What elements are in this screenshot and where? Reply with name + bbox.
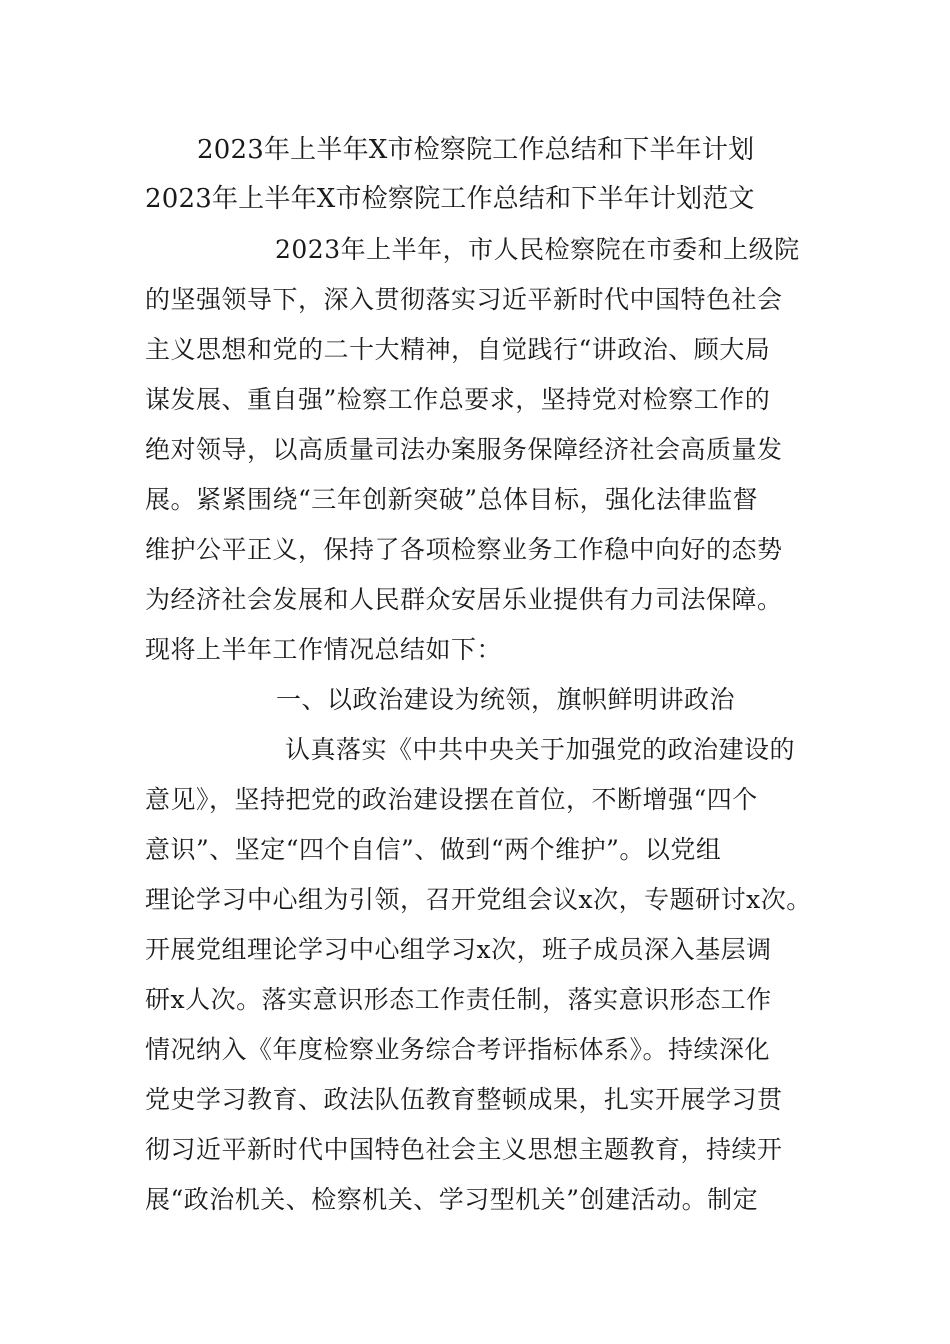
section-line: 开展党组理论学习中心组学习x次，班子成员深入基层调 — [145, 935, 772, 964]
document-subtitle: 2023年上半年X市检察院工作总结和下半年计划范文 — [145, 184, 755, 214]
section-line: 展“政治机关、检察机关、学习型机关”创建活动。制定 — [145, 1185, 759, 1214]
section-line: 意识”、坚定“四个自信”、做到“两个维护”。以党组 — [145, 835, 722, 864]
section-line: 理论学习中心组为引领，召开党组会议x次，专题研讨x次。 — [145, 885, 812, 914]
intro-line: 2023年上半年，市人民检察院在市委和上级院 — [275, 235, 800, 264]
intro-line: 主义思想和党的二十大精神，自觉践行“讲政治、顾大局 — [145, 335, 771, 364]
document-title: 2023年上半年X市检察院工作总结和下半年计划 — [197, 135, 755, 165]
intro-line: 维护公平正义，保持了各项检察业务工作稳中向好的态势 — [145, 535, 783, 564]
section-heading: 一、以政治建设为统领，旗帜鲜明讲政治 — [276, 685, 736, 714]
intro-line: 的坚强领导下，深入贯彻落实习近平新时代中国特色社会 — [145, 285, 783, 314]
intro-line: 展。紧紧围绕“三年创新突破”总体目标，强化法律监督 — [145, 485, 759, 514]
section-line: 意见》，坚持把党的政治建设摆在首位，不断增强“四个 — [145, 785, 758, 814]
section-line: 彻习近平新时代中国特色社会主义思想主题教育，持续开 — [145, 1135, 783, 1164]
section-line: 情况纳入《年度检察业务综合考评指标体系》。持续深化 — [145, 1035, 771, 1064]
section-line: 认真落实《中共中央关于加强党的政治建设的 — [285, 735, 796, 764]
intro-line: 为经济社会发展和人民群众安居乐业提供有力司法保障。 — [145, 585, 783, 614]
intro-line: 绝对领导，以高质量司法办案服务保障经济社会高质量发 — [145, 435, 783, 464]
intro-line: 谋发展、重自强”检察工作总要求，坚持党对检察工作的 — [145, 385, 771, 414]
intro-line: 现将上半年工作情况总结如下： — [145, 635, 503, 664]
section-line: 研x人次。落实意识形态工作责任制，落实意识形态工作 — [145, 985, 772, 1014]
section-line: 党史学习教育、政法队伍教育整顿成果，扎实开展学习贯 — [145, 1085, 783, 1114]
